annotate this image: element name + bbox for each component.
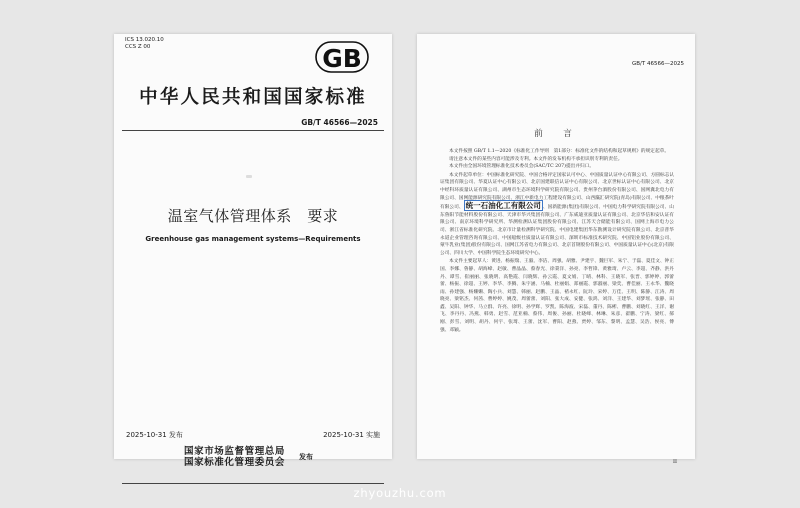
cover-page [114,34,392,468]
watermark-text: zhyouzhu.com [353,486,447,500]
national-standard-heading: 中华人民共和国国家标准 [139,87,367,108]
classification-codes [125,37,164,51]
standard-number: GB/T 46566—2025 [301,118,378,127]
title-english: Greenhouse gas management systems—Requirements [145,235,361,243]
gb-logo-text: GB [322,44,362,73]
preface-paragraph: 本文件由全国环境管理标准化技术委员会(SAC/TC 207)提出并归口。 [449,164,595,170]
drafting-units-text-cont: 、国新能源(集团)有限公司、中国电力科学研究院有限公司、山东鲁阳节能材料股份有限公司、天津市华兴集团有限公司、广东威迪亚质量认证有限公司、北京华信和安认证有限公司、南京环境科学研究所、华测检测认证集团股份有限公司、江苏天合储能有限公司、国网上海市电力公司、浙江省标准化研究院、北京市计量检测科学研究院、中国电建集团华东勘测设计研究院有限公司、北京普华永道企业管理咨询有限公司、中国船级社质量认证有限公司、深圳市标准技术研究院、中国铝业股份有限公司、蒙牛乳业(集团)股份有限公司、国网江苏省电力有限公司、北京首钢股份有限公司、中国质量认证中心(北京)有限公司、四川大学、中国科学院生态环境研究中心。 [440,205,674,256]
implementation-date: 2025-10-31 实施 [323,431,380,439]
issuing-authorities [184,446,285,468]
publish-label: 发布 [299,453,313,461]
footer-divider [122,483,384,484]
running-header: GB/T 46566—2025 [632,61,684,67]
ics-code: ICS 13.020.10 [125,37,164,43]
preface-title: 前 言 [534,129,578,139]
drafting-units-text: 本文件起草单位：中国标准化研究院、中国合格评定国家认可中心、中国质量认证中心有限公司、方圆标志认证集团有限公司、华夏认证中心有限公司、北京国建联信认证中心有限公司、北京世标认证中心有限公司、北京中经科环质量认证有限公司、湖州市生态环境科学研究院有限公司、贵州茅台酒股份有限公司、国网冀北电力有限公司、国网能源研究院有限公司、浙江中新电力工程建设有限公司、山西瀛汇研究院(青岛)有限公司、中粮茶叶有限公司、 [440,172,675,211]
header-divider [122,130,384,131]
preface-paragraph: 本文件按照 GB/T 1.1—2020《标准化工作导则 第1部分：标准化文件的结构和起草规则》的规定起草。 [449,149,670,154]
ccs-code: CCS Z 00 [125,44,151,50]
issuer-samr: 国家市场监督管理总局 [184,446,286,457]
preface-paragraph: 请注意本文件的某些内容可能涉及专利。本文件的发布机构不承担识别专利的责任。 [449,156,623,162]
page-number: II [673,459,677,465]
gb-logo [313,41,371,73]
placeholder-mark [246,175,252,178]
drafters-paragraph: 本文件主要起草人：黄进、杨振瑞、王毅、李洁、周强、胡雅、尹建宇、魏巨军、朱宁、于磊、夏佳文、钟正国、李娜、鲁静、胡海峰、赵敏、曹晶晶、蔡春光、徐秉洋、孙亮、李哲锋、黄雅琦、卢云、李超、齐静、洪丹丹、谭雪、崔丽丽、张晓明、高艳霞、闫晓辉、孙云霞、夏文娟、丁晴、林科、王晓军、张晋、郭婷婷、郭蕾蕾、杨振、徐超、王婷、李华、李腾、朱宇涵、马楠、杜丽娟、郑丽霞、郭淑丽、梁奕、曹佳丽、王永华、魏晓雨、孙建强、杨姗姗、陶小兵、刘慧、韩丽、赵鹏、王晶、褚永红、阮玲、宋婷、万佳、王明、陈静、江涛、周晓亮、梁铭杰、何茜、曹婷婷、姚茂、周蕾蕾、刘阳、张大成、安健、张鸿、刘洋、王建华、刘梦瑶、张静、田鑫、吴阳、钟华、马立群、许亮、徐明、孙学辉、罗凯、陈海波、宋磊、董丹、陈彬、曹鹏、刘晓红、王洋、谢飞、李丹丹、冯燕、韩勇、赵雪、范亚楠、蔡伟、周俊、孙丽、杜晓峰、林琳、朱彦、翟鹏、宁涛、梁红、郝刚、彭雪、刘明、胡丹、何宇、张琦、王蕾、沈军、曹阳、赵燕、贾婷、邹东、黎明、孟慧、吴浩、侯亮、傅强、邓颖。 [440,259,675,333]
preface-body [440,148,674,334]
issue-date: 2025-10-31 发布 [126,431,183,439]
issuer-sac: 国家标准化管理委员会 [184,457,286,468]
drafting-units-paragraph [440,172,674,258]
highlighted-company: 统一石油化工有限公司 [465,201,541,211]
preface-page [417,34,695,465]
title-chinese: 温室气体管理体系 要求 [167,207,339,225]
